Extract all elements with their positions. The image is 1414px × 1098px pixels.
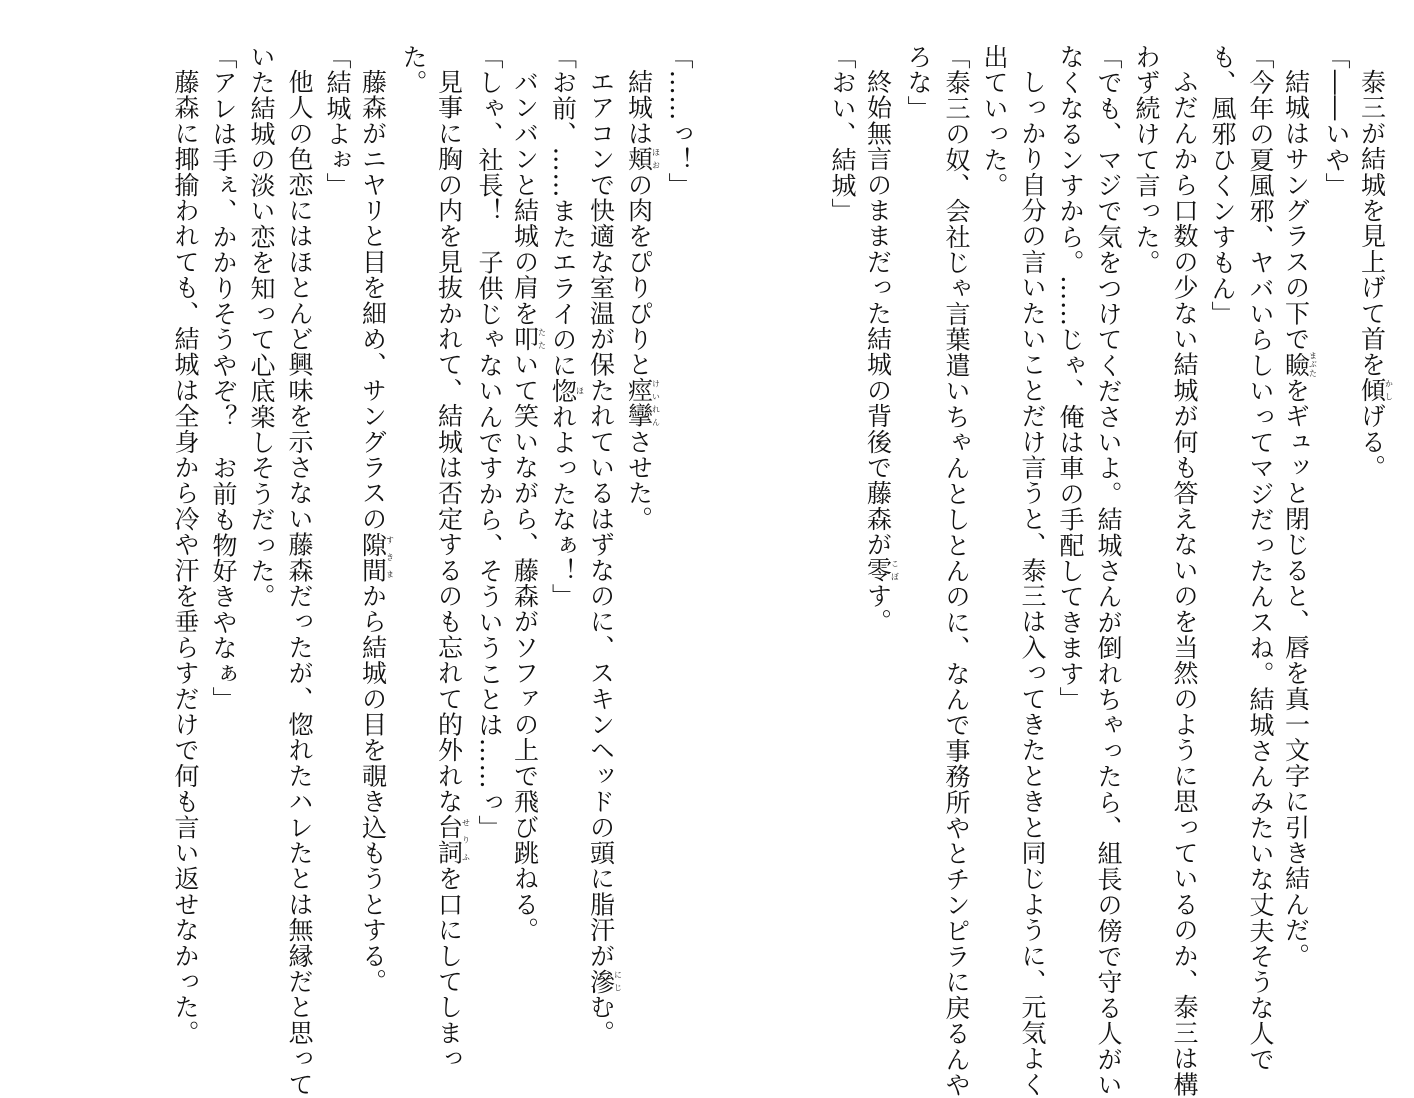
text-line: 他人の色恋にはほとんど興味を示さない藤森だったが、惚れたハレたとは無縁だと思って <box>285 69 314 1097</box>
text-line: ろな」 <box>904 44 933 122</box>
text-line: わず続けて言った。 <box>1132 44 1161 276</box>
dialogue-line: 「でも、マジで気をつけてくださいよ。結城さんが倒れちゃったら、組長の傍で守る人がい <box>1094 44 1123 1098</box>
text-line: 泰三が結城を見上げて首を傾かしげる。 <box>1357 69 1394 481</box>
text-line: 藤森に揶揄われても、結城は全身から冷や汗を垂らすだけで何も言い返せなかった。 <box>171 69 200 1046</box>
dialogue-line: 「――いや」 <box>1322 44 1351 199</box>
dialogue-line: 「……っ！」 <box>665 44 694 199</box>
text-line: なくなるンすから。……じゃ、俺は車の手配してきます」 <box>1056 44 1085 713</box>
text-line: いた結城の淡い恋を知って心底楽しそうだった。 <box>247 44 276 610</box>
dialogue-line: 「今年の夏風邪、ヤバいらしいってマジだったんスね。結城さんみたいな丈夫そうな人で <box>1246 44 1275 1072</box>
text-line: 結城は頬ほおの肉をぴりぴりと痙攣けいれんさせた。 <box>624 69 661 532</box>
text-line: ふだんから口数の少ない結城が何も答えないのを当然のように思っているのか、泰三は構 <box>1170 69 1199 1097</box>
dialogue-line: 「アレは手ぇ、かかりそうやぞ？ お前も物好きやなぁ」 <box>209 44 238 713</box>
text-line: 出ていった。 <box>980 44 1009 199</box>
text-line: 藤森がニヤリと目を細め、サングラスの隙間すきまから結城の目を覗き込もうとする。 <box>358 69 395 995</box>
dialogue-line: 「おい、結城」 <box>828 44 857 224</box>
text-line: 見事に胸の内を見抜かれて、結城は否定するのも忘れて的外れな台詞せりふを口にしてしまっ <box>434 69 471 1072</box>
dialogue-line: 「お前、……またエライのに惚ほれよったなぁ！」 <box>548 44 585 610</box>
text-line: も、風邪ひくンすもん」 <box>1208 44 1237 327</box>
text-line: しっかり自分の言いたいことだけ言うと、泰三は入ってきたときと同じように、元気よく <box>1018 69 1047 1097</box>
dialogue-line: 「しゃ、社長！ 子供じゃないんですから、そういうことは……っ」 <box>475 44 504 841</box>
text-line: た。 <box>399 44 428 96</box>
text-line: 終始無言のままだった結城の背後で藤森が零こぼす。 <box>863 69 900 635</box>
text-line: 結城はサングラスの下で瞼まぶたをギュッと閉じると、唇を真一文字に引き結んだ。 <box>1281 69 1318 969</box>
text-line: バンバンと結城の肩を叩たたいて笑いながら、藤森がソファの上で飛び跳ねる。 <box>510 69 547 943</box>
dialogue-line: 「結城よぉ」 <box>323 44 352 199</box>
text-line: エアコンで快適な室温が保たれているはずなのに、スキンヘッドの頭に脂汗が滲にじむ。 <box>586 69 623 1046</box>
dialogue-line: 「泰三の奴、会社じゃ言葉遣いちゃんとしとんのに、なんで事務所やとチンピラに戻るんや <box>942 44 971 1098</box>
